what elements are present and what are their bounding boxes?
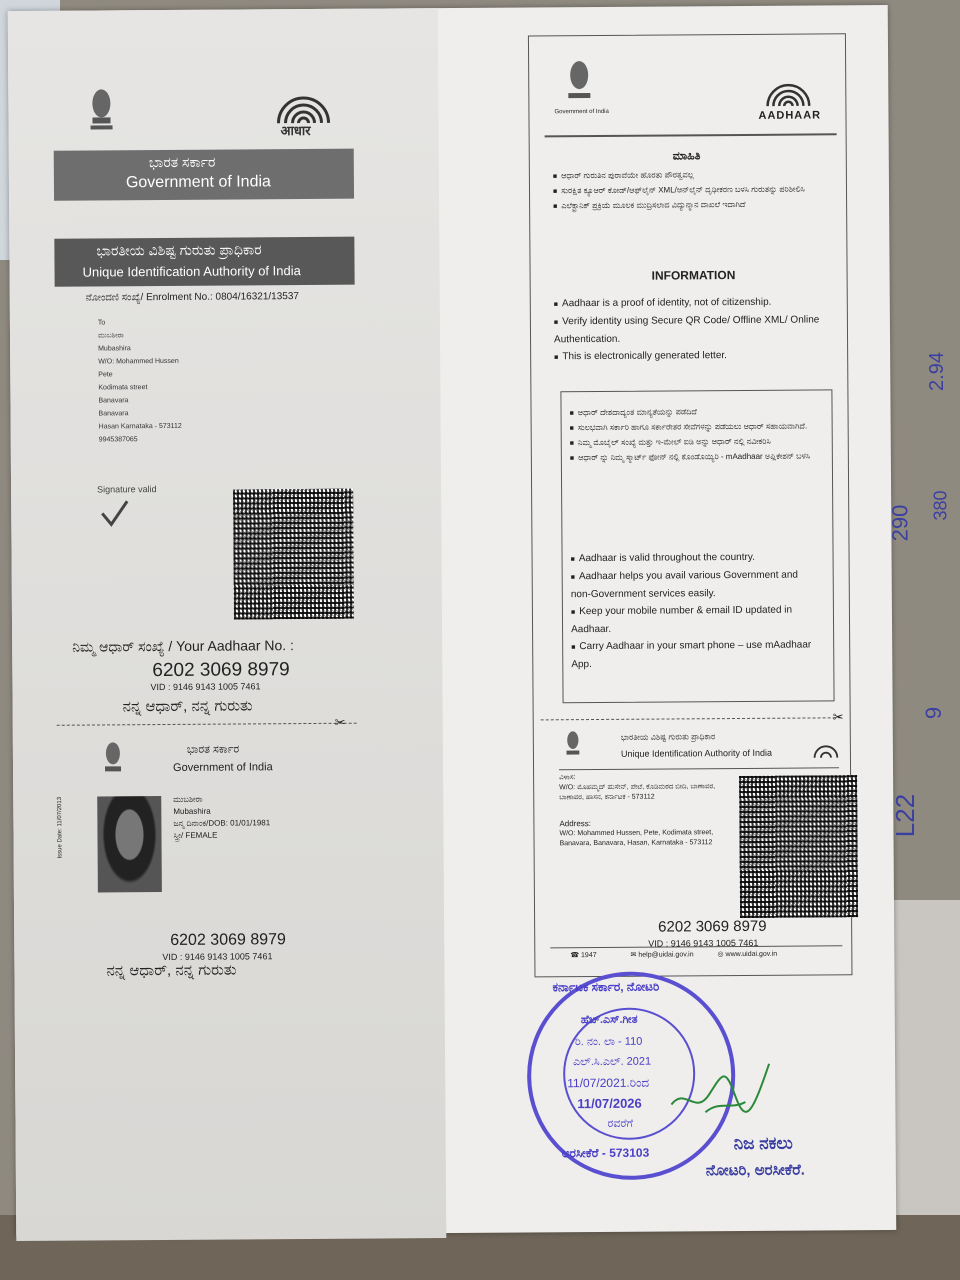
- recipient-address: [98, 316, 182, 447]
- stamp-ring-top: ಕರ್ನಾಟಕ ಸರ್ಕಾರ, ನೋಟರಿ: [552, 979, 660, 995]
- validity-kannada-item: ■ ಆಧಾರ್ ನ್ನು ನಿಮ್ಮ ಸ್ಮಾರ್ಟ್ ಫೋನ್ ನಲ್ಲಿ ಕೊಂಡೊಯ್ಯಿರಿ - mAadhaar ಅಪ್ಲಿಕೇಶನ್ ಬಳಸಿ: [570, 449, 820, 466]
- card-gender: ಸ್ತ್ರೀ/ FEMALE: [173, 830, 218, 840]
- validity-english-item: ■ Aadhaar is valid throughout the country.: [571, 548, 821, 568]
- tagline: ನನ್ನ ಆಧಾರ್, ನನ್ನ ಗುರುತು: [122, 697, 253, 716]
- stamp-reg: ರಿ. ನಂ. ಲಾ - 110: [574, 1035, 643, 1049]
- notary-signature: [665, 1046, 776, 1127]
- info-kannada-item: ■ ಸುರಕ್ಷಿತ ಕ್ಯೂಆರ್ ಕೋಡ್/ಆಫ್‌ಲೈನ್ XML/ಆನ್‌ಲೈನ್ ದೃಢೀಕರಣ ಬಳಸಿ ಗುರುತನ್ನು ಪರಿಶೀಲಿಸಿ: [553, 182, 823, 199]
- card-photo: [97, 796, 162, 892]
- right-gov-label: Government of India: [554, 108, 609, 116]
- footer-contacts: [570, 950, 777, 959]
- handwritten-note: 380: [930, 490, 951, 521]
- info-kannada-item: ■ ಎಲೆಕ್ಟ್ರಾನಿಕ್ ಪ್ರಕ್ರಿಯೆ ಮೂಲಕ ಮುದ್ರಿಸಲಾದ ವಿದ್ಯುನ್ಮಾನ ದಾಖಲೆ ಇದಾಗಿದೆ: [553, 197, 823, 214]
- information-list: [554, 293, 834, 366]
- gov-header-bar: [54, 149, 354, 201]
- validity-english-item: ■ Keep your mobile number & email ID updated in Aadhaar.: [571, 601, 821, 638]
- aadhaar-card-back: [541, 725, 847, 960]
- validity-kannada-item: ■ ಆಧಾರ್ ದೇಶದಾದ್ಯಂತ ಮಾನ್ಯತೆಯನ್ನು ಪಡೆದಿದೆ: [570, 404, 820, 421]
- address-kannada-text: W/O: ಮೊಹಮ್ಮದ್ ಹುಸೇನ್, ಪೇಟೆ, ಕೊಡಿಮಠದ ಬೀದಿ, ಬಾಣಾವರ, ಬಾಣಾವರ, ಹಾಸನ, ಕರ್ನಾಟಕ - 573112: [559, 783, 716, 802]
- uidai-kannada: ಭಾರತೀಯ ವಿಶಿಷ್ಟ ಗುರುತು ಪ್ರಾಧಿಕಾರ: [96, 241, 262, 259]
- address-kannada-label: ವಿಳಾಸ:: [559, 774, 576, 782]
- back-uidai-kannada: ಭಾರತೀಯ ವಿಶಿಷ್ಟ ಗುರುತು ಪ್ರಾಧಿಕಾರ: [620, 732, 716, 742]
- gov-kannada: ಭಾರತ ಸರ್ಕಾರ: [148, 153, 216, 171]
- card-issue-date: Issue Date: 11/07/2013: [57, 796, 64, 859]
- footer-phone: 1947: [581, 951, 597, 960]
- validity-kannada-item: ■ ನಿಮ್ಮ ಮೊಬೈಲ್ ಸಂಖ್ಯೆ ಮತ್ತು ಇ-ಮೇಲ್ ಐಡಿ ಅನ್ನು ಆಧಾರ್ ನಲ್ಲಿ ನವೀಕರಿಸಿ: [570, 434, 820, 451]
- signature-valid-label: Signature valid: [97, 484, 157, 495]
- qr-code: [233, 489, 354, 620]
- validity-english-item: ■ Aadhaar helps you avail various Government and non-Government services easily.: [571, 566, 821, 603]
- aadhaar-logo-icon: [760, 77, 816, 107]
- address-line: ಮುಬಶೀರಾ: [97, 332, 124, 340]
- emblem-icon: [88, 85, 114, 135]
- uidai-header-bar: [54, 237, 354, 287]
- stamp-ring-bottom: ಅರಸೀಕೆರೆ - 573103: [561, 1145, 650, 1161]
- uidai-english: Unique Identification Authority of India: [82, 263, 301, 280]
- card-dob: ಜನ್ಮ ದಿನಾಂಕ/DOB: 01/01/1981: [173, 818, 271, 828]
- info-kannada-title: ಮಾಹಿತಿ: [672, 150, 701, 163]
- card-gov-kannada: ಭಾರತ ಸರ್ಕಾರ: [186, 743, 240, 756]
- handwritten-note: 9: [921, 706, 947, 720]
- card-vid: VID : 9146 9143 1005 7461: [162, 951, 273, 963]
- card-name-english: Mubashira: [173, 806, 211, 816]
- card-aadhaar-number: 6202 3069 8979: [170, 931, 286, 949]
- validity-info-box: [560, 389, 834, 703]
- address-line: W/O: Mohammed Hussen: [98, 357, 179, 366]
- globe-icon: ◎: [717, 951, 724, 959]
- back-uidai-english: Unique Identification Authority of India: [620, 747, 773, 759]
- true-copy-label: ನಿಜ ನಕಲು: [733, 1133, 793, 1154]
- back-address-english: [559, 818, 729, 849]
- handwritten-note: 290: [887, 504, 913, 542]
- information-item: ■ Verify identity using Secure QR Code/ Offline XML/ Online Authentication.: [554, 311, 834, 348]
- aadhaar-logo-icon: [270, 89, 336, 125]
- handwritten-note: L22: [890, 793, 921, 838]
- your-aadhaar-no-label: ನಿಮ್ಮ ಆಧಾರ್ ಸಂಖ್ಯೆ / Your Aadhaar No. :: [72, 637, 294, 655]
- address-line: Mubashira: [98, 345, 131, 353]
- address-line: Banavara: [98, 410, 129, 418]
- stamp-to: 11/07/2026: [577, 1095, 642, 1112]
- address-english-text: W/O: Mohammed Hussen, Pete, Kodimata street, Banavara, Banavara, Hasan, Karnataka - 573112: [559, 829, 714, 848]
- phone-icon: ☎: [570, 952, 580, 960]
- information-item: ■ This is electronically generated letter.: [554, 346, 834, 366]
- handwritten-note: 2.94: [925, 352, 948, 391]
- stamp-name: ಹೆಚ್.ಎಸ್.ಗೀತ: [580, 1013, 638, 1027]
- stamp-lcl: ಎಲ್.ಸಿ.ಎಲ್. 2021: [573, 1055, 652, 1069]
- validity-english-list: [571, 548, 822, 673]
- stamp-from: 11/07/2021.ರಿಂದ: [567, 1075, 650, 1091]
- info-kannada-list: [553, 167, 823, 214]
- back-header-rule: [559, 767, 839, 770]
- information-item: ■ Aadhaar is a proof of identity, not of citizenship.: [554, 293, 834, 313]
- aadhaar-logo-icon: [811, 741, 841, 759]
- validity-kannada-list: [570, 404, 820, 466]
- gov-english: Government of India: [125, 173, 271, 192]
- address-line: Hasan Karnataka - 573112: [98, 422, 182, 431]
- validity-english-item: ■ Carry Aadhaar in your smart phone – use mAadhaar App.: [571, 636, 821, 673]
- aadhaar-card-front: [57, 733, 367, 975]
- notary-place-label: ನೋಟರಿ, ಅರಸೀಕೆರೆ.: [705, 1161, 805, 1180]
- scissors-icon: ✂: [832, 709, 844, 725]
- address-english-label: Address:: [559, 819, 592, 829]
- footer-website: www.uidai.gov.in: [725, 950, 778, 959]
- emblem-icon: [565, 729, 581, 759]
- aadhaar-logo-hindi: आधार: [280, 122, 311, 139]
- footer-email: help@uidai.gov.in: [638, 951, 694, 959]
- scissors-icon: ✂: [334, 714, 346, 730]
- card-gov-english: Government of India: [172, 761, 273, 774]
- check-icon: [99, 498, 129, 528]
- mail-icon: ✉: [630, 951, 637, 959]
- qr-code: [739, 775, 858, 918]
- back-aadhaar-number: 6202 3069 8979: [658, 917, 767, 936]
- enrolment-number: ನೋಂದಣಿ ಸಂಖ್ಯೆ/ Enrolment No.: 0804/16321/13537: [85, 291, 299, 304]
- stamp-place: ರವರೆಗೆ: [607, 1117, 634, 1130]
- card-details: [173, 793, 270, 842]
- card-tagline: ನನ್ನ ಆಧಾರ್, ನನ್ನ ಗುರುತು: [106, 961, 237, 980]
- vid-number: VID : 9146 9143 1005 7461: [150, 681, 261, 693]
- info-kannada-item: ■ ಆಧಾರ್ ಗುರುತಿನ ಪುರಾವೆಯೇ ಹೊರತು ಪೌರತ್ವವಲ್ಲ: [553, 167, 823, 184]
- back-address-kannada: [559, 772, 729, 803]
- back-vid: VID : 9146 9143 1005 7461: [648, 937, 759, 949]
- address-line: Pete: [98, 371, 113, 379]
- card-name-kannada: ಮುಬಶೀರಾ: [173, 794, 203, 804]
- emblem-icon: [103, 740, 123, 776]
- emblem-icon: [566, 57, 592, 107]
- address-line: Kodimata street: [98, 384, 148, 392]
- information-title: INFORMATION: [651, 268, 736, 283]
- address-line: 9945387065: [98, 436, 138, 444]
- aadhaar-logo-text: AADHAAR: [758, 109, 822, 122]
- aadhaar-number: 6202 3069 8979: [152, 659, 290, 682]
- validity-kannada-item: ■ ಸುಲಭವಾಗಿ ಸರ್ಕಾರಿ ಹಾಗೂ ಸರ್ಕಾರೇತರ ಸೇವೆಗಳನ್ನು ಪಡೆಯಲು ಆಧಾರ್ ಸಹಾಯವಾಗಿದೆ.: [570, 419, 820, 436]
- address-line: To: [97, 319, 106, 327]
- address-line: Banavara: [98, 397, 129, 405]
- photocopy-sheet: [8, 5, 897, 1236]
